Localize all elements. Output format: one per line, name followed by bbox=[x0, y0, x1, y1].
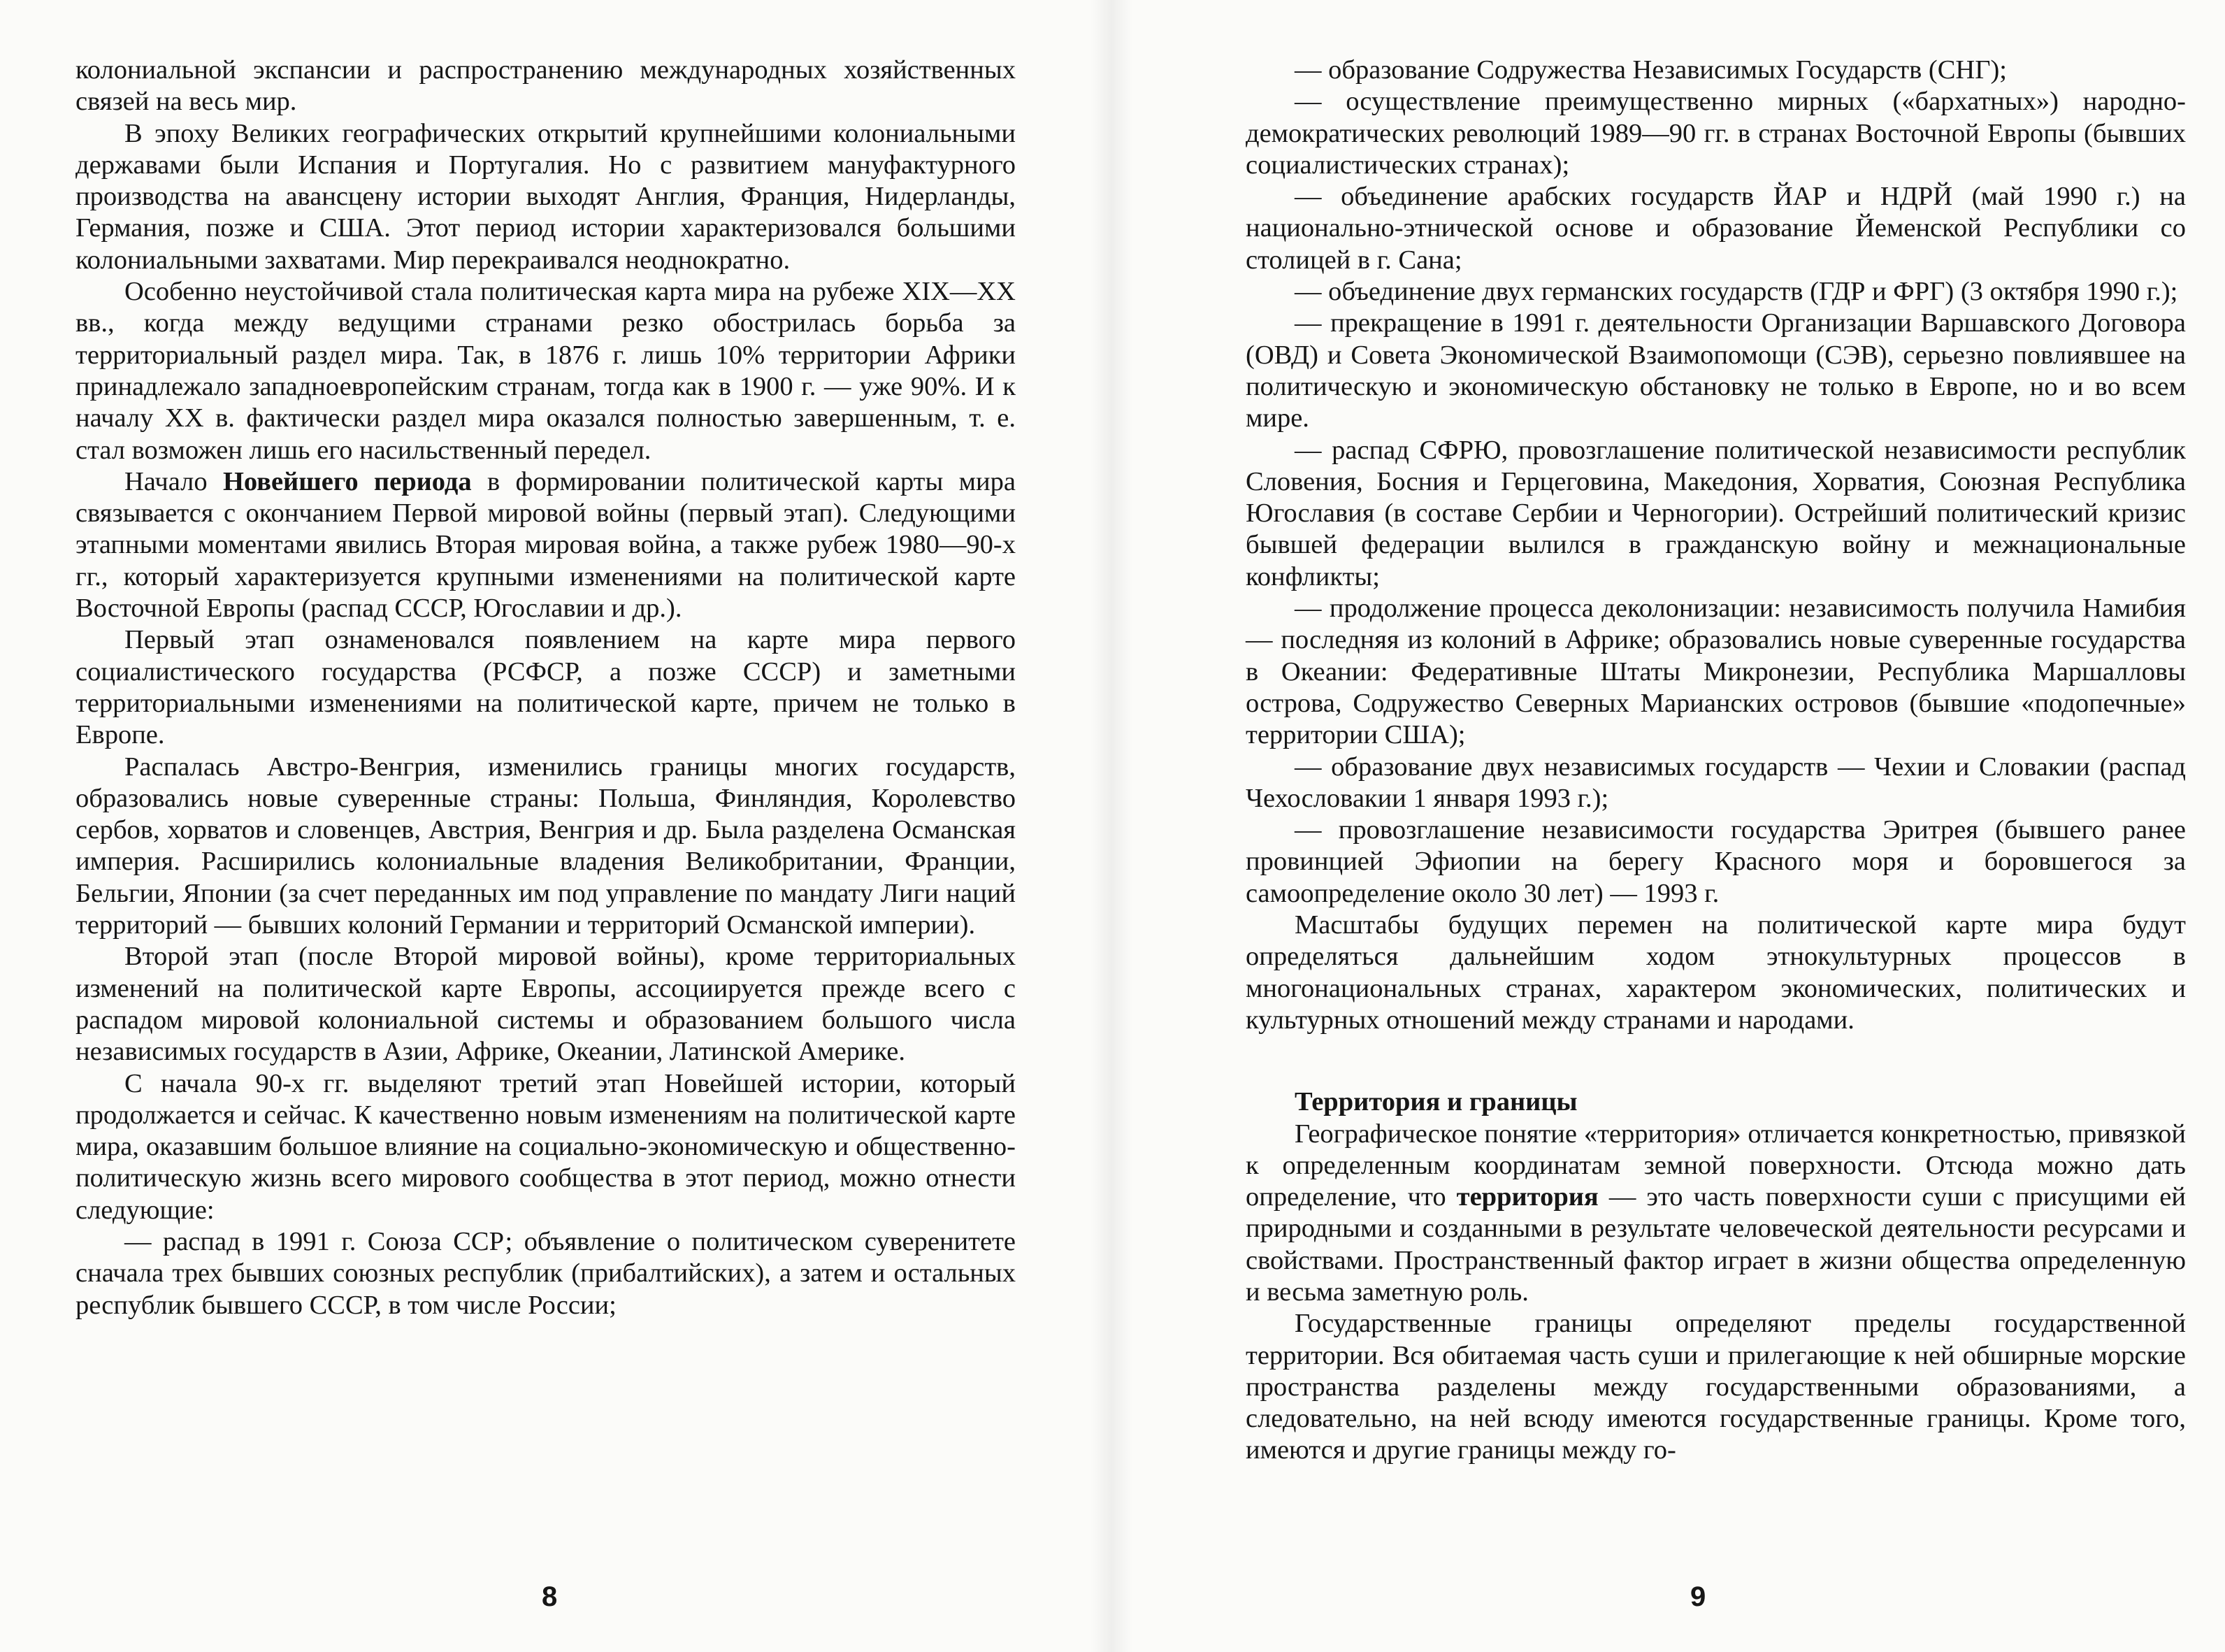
paragraph: Распалась Австро-Венгрия, изменились границы многих государств, образовались новые суверенные страны: Польша, Финляндия, Королевство сербов, хорватов и словенцев, Австрия, Венгрия и др. Была разделена Османская империя. Расширились колониальные владения Великобритании, Франции, Бельгии, Японии (за счет переданных им под управление по мандату Лиги наций территорий — бывших колоний Германии и территорий Османской империи). bbox=[75, 752, 1016, 940]
paragraph-newest-period: Начало Новейшего периода в формировании политической карты мира связывается с окончанием Первой мировой войны (первый этап). Следующими этапными моментами явились Вторая мировая война, а также рубеж 1980—90-х гг., который характеризуется крупными изменениями на политической карте Восточной Европы (распад СССР, Югославии и др.). bbox=[75, 466, 1016, 624]
term-newest-period: Новейшего периода bbox=[222, 466, 472, 496]
list-item: — образование Содружества Независимых Государств (СНГ); bbox=[1295, 55, 2007, 85]
right-page bbox=[1246, 55, 2186, 1467]
list-item: — распад в 1991 г. Союза ССР; объявление о политическом суверенитете сначала трех бывших союзных республик (прибалтийских), а затем и остальных республик бывшего СССР, в том числе России; bbox=[75, 1226, 1016, 1320]
list-item: — прекращение в 1991 г. деятельности Организации Варшавского Договора (ОВД) и Совета Экономической Взаимопомощи (СЭВ), серьезно повлиявшее на политическую и экономическую обстановку не только в Европе, но и во всем мире. bbox=[1246, 308, 2186, 433]
list-item: — осуществление преимущественно мирных («бархатных») народно-демократических революций 1989—90 гг. в странах Восточной Европы (бывших социалистических странах); bbox=[1246, 87, 2186, 180]
term-territory: территория bbox=[1456, 1182, 1599, 1212]
page-number-left: 8 bbox=[542, 1581, 558, 1612]
book-gutter bbox=[1090, 0, 1132, 1652]
list-item: — распад СФРЮ, провозглашение политической независимости республик Словения, Босния и Герцеговина, Македония, Хорватия, Союзная Республика Югославия (в составе Сербии и Черногории). Острейший политический кризис бывшей федерации вылился в гражданскую войну и межнациональные конфликты; bbox=[1246, 435, 2186, 591]
paragraph: С начала 90-х гг. выделяют третий этап Новейшей истории, который продолжается и сейчас. К качественно новым изменениям на политической карте мира, оказавшим большое влияние на социально-экономическую и общественно-политическую жизнь всего мирового сообщества в этот период, можно отнести следующие: bbox=[75, 1068, 1016, 1225]
paragraph: колониальной экспансии и распространению международных хозяйственных связей на весь мир. bbox=[75, 55, 1016, 117]
paragraph: Второй этап (после Второй мировой войны), кроме территориальных изменений на политической карте Европы, ассоциируется прежде всего с распадом мировой колониальной системы и образованием большого числа независимых государств в Азии, Африке, Океании, Латинской Америке. bbox=[75, 942, 1016, 1067]
list-item: — объединение двух германских государств (ГДР и ФРГ) (3 октября 1990 г.); bbox=[1295, 277, 2178, 307]
paragraph-territory: Географическое понятие «территория» отличается конкретностью, привязкой к определенным координатам земной поверхности. Отсюда можно дать определение, что территория — это часть поверхности суши с присущими ей природными и созданными в результате человеческой деятельности ресурсами и свойствами. Пространственный фактор играет в жизни общества определенную и весьма заметную роль. bbox=[1246, 1119, 2186, 1307]
paragraph: Первый этап ознаменовался появлением на карте мира первого социалистического государства (РСФСР, а позже СССР) и заметными территориальными изменениями на политической карте, причем не только в Европе. bbox=[75, 625, 1016, 750]
list-item: — образование двух независимых государств — Чехии и Словакии (распад Чехословакии 1 января 1993 г.); bbox=[1246, 752, 2186, 813]
paragraph: Государственные границы определяют пределы государственной территории. Вся обитаемая часть суши и прилегающие к ней обширные морские пространства разделены между государственными образованиями, а следовательно, на ней всюду имеются государственные границы. Кроме того, имеются и другие границы между го- bbox=[1246, 1309, 2186, 1465]
left-page bbox=[75, 55, 1016, 1321]
list-item: — объединение арабских государств ЙАР и НДРЙ (май 1990 г.) на национально-этнической основе и образование Йеменской Республики со столицей в г. Сана; bbox=[1246, 182, 2186, 275]
paragraph: Особенно неустойчивой стала политическая карта мира на рубеже XIX—XX вв., когда между ведущими странами резко обострилась борьба за территориальный раздел мира. Так, в 1876 г. лишь 10% территории Африки принадлежало западноевропейским странам, тогда как в 1900 г. — уже 90%. И к началу XX в. фактически раздел мира оказался полностью завершенным, т. е. стал возможен лишь его насильственный передел. bbox=[75, 277, 1016, 465]
list-item: — провозглашение независимости государства Эритрея (бывшего ранее провинцией Эфиопии на берегу Красного моря и боровшегося за самоопределение около 30 лет) — 1993 г. bbox=[1246, 815, 2186, 908]
section-heading: Территория и границы bbox=[1295, 1087, 1578, 1117]
list-item: — продолжение процесса деколонизации: независимость получила Намибия — последняя из колоний в Африке; образовались новые суверенные государства в Океании: Федеративные Штаты Микронезии, Республика Маршалловы острова, Содружество Северных Марианских островов (бывшие «подопечные» территории США); bbox=[1246, 594, 2186, 750]
paragraph: Масштабы будущих перемен на политической карте мира будут определяться дальнейшим ходом этнокультурных процессов в многонациональных странах, характером экономических, политических и культурных отношений между странами и народами. bbox=[1246, 910, 2186, 1035]
paragraph: В эпоху Великих географических открытий крупнейшими колониальными державами были Испания и Португалия. Но с развитием мануфактурного производства на авансцену истории выходят Англия, Франция, Нидерланды, Германия, позже и США. Этот период истории характеризовался большими колониальными захватами. Мир перекраивался неоднократно. bbox=[75, 118, 1016, 275]
page-number-right: 9 bbox=[1690, 1581, 1706, 1612]
